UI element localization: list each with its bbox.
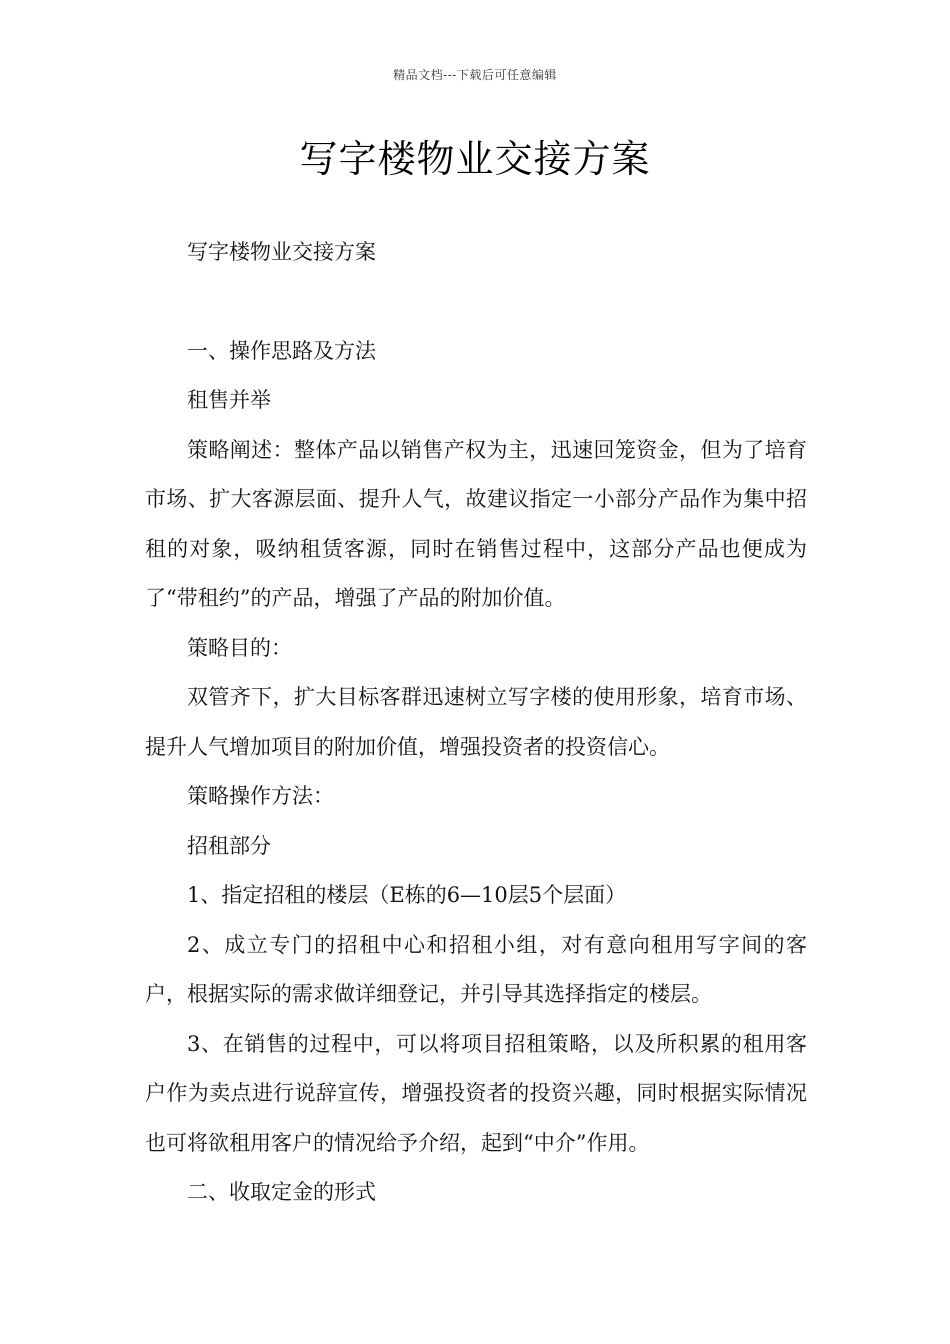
- strategy-method-label: 策略操作方法：: [187, 784, 334, 808]
- strategy-goal-label: 策略目的：: [187, 635, 292, 660]
- spacer: [145, 278, 807, 327]
- strategy-description-paragraph: 策略阐述：整体产品以销售产权为主，迅速回笼资金，但为了培育市场、扩大客源层面、提升人气，故建议指定一小部分产品作为集中招租的对象，吸纳租赁客源，同时在销售过程中，这部分产品也便成为了“带租约”的产品，增强了产品的附加价值。: [145, 437, 807, 610]
- strategy-goal-paragraph: 双管齐下，扩大目标客群迅速树立写字楼的使用形象，培育市场、提升人气增加项目的附加价值，增强投资者的投资信心。: [145, 685, 807, 759]
- leasing-part-heading: 招租部分: [187, 833, 271, 858]
- document-title: 写字楼物业交接方案: [299, 137, 651, 181]
- subtitle-paragraph: 写字楼物业交接方案: [187, 240, 376, 264]
- page-header: 精品文档---下载后可任意编辑: [393, 68, 557, 82]
- list-item-2: 2、成立专门的招租中心和招租小组，对有意向租用写字间的客户，根据实际的需求做详细登记，并引导其选择指定的楼层。: [145, 932, 807, 1006]
- document-body: [145, 228, 807, 1218]
- section-heading-2: 二、收取定金的形式: [187, 1180, 376, 1204]
- sub-heading-rent-sale: 租售并举: [187, 388, 271, 412]
- list-item-3: 3、在销售的过程中，可以将项目招租策略，以及所积累的租用客户作为卖点进行说辞宣传，增强投资者的投资兴趣，同时根据实际情况也可将欲租用客户的情况给予介绍，起到“中介”作用。: [145, 1031, 807, 1155]
- list-item-1: 1、指定招租的楼层（E栋的6—10层5个层面）: [187, 883, 627, 907]
- section-heading-1: 一、操作思路及方法: [187, 338, 376, 363]
